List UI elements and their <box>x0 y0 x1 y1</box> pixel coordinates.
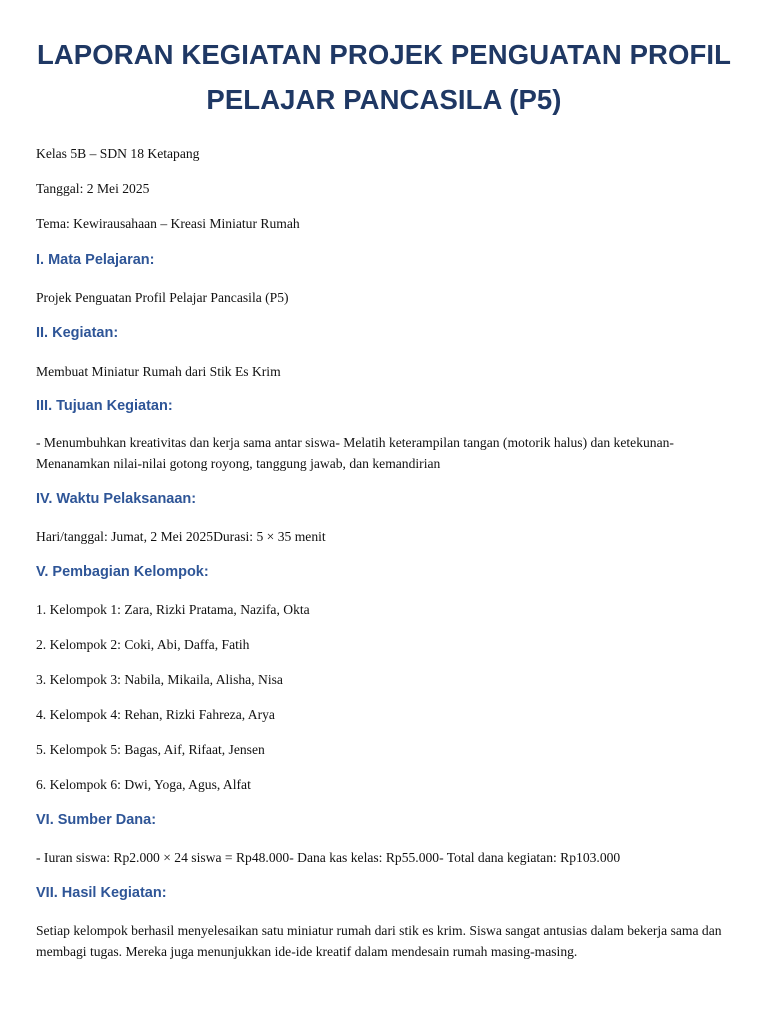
meta-tema: Tema: Kewirausahaan – Kreasi Miniatur Rumah <box>36 216 300 231</box>
text-mata-pelajaran: Projek Penguatan Profil Pelajar Pancasila (P5) <box>36 290 289 305</box>
list-item-kelompok-2: 2. Kelompok 2: Coki, Abi, Daffa, Fatih <box>36 637 250 652</box>
text-hasil: Setiap kelompok berhasil menyelesaikan satu miniatur rumah dari stik es krim. Siswa sangat antusias dalam bekerja sama dan membagi tugas. Mereka juga menunjukkan ide-ide kreatif dalam mendesain rumah masing-masing. <box>36 923 722 959</box>
text-kegiatan: Membuat Miniatur Rumah dari Stik Es Krim <box>36 364 281 379</box>
meta-tanggal: Tanggal: 2 Mei 2025 <box>36 181 150 196</box>
text-waktu: Hari/tanggal: Jumat, 2 Mei 2025Durasi: 5 × 35 menit <box>36 529 326 544</box>
heading-kegiatan: II. Kegiatan: <box>36 325 119 341</box>
heading-mata-pelajaran: I. Mata Pelajaran: <box>36 252 155 268</box>
text-sumber-dana: - Iuran siswa: Rp2.000 × 24 siswa = Rp48.000- Dana kas kelas: Rp55.000- Total dana kegiatan: Rp103.000 <box>36 850 621 865</box>
heading-waktu: IV. Waktu Pelaksanaan: <box>36 491 197 507</box>
text-tujuan: - Menumbuhkan kreativitas dan kerja sama antar siswa- Melatih keterampilan tangan (motorik halus) dan ketekunan- Menanamkan nilai-nilai gotong royong, tanggung jawab, dan kemandirian <box>36 435 674 471</box>
meta-kelas: Kelas 5B – SDN 18 Ketapang <box>36 146 200 161</box>
list-item-kelompok-3: 3. Kelompok 3: Nabila, Mikaila, Alisha, Nisa <box>36 672 283 687</box>
heading-hasil: VII. Hasil Kegiatan: <box>36 885 167 901</box>
heading-kelompok: V. Pembagian Kelompok: <box>36 564 209 580</box>
list-item-kelompok-4: 4. Kelompok 4: Rehan, Rizki Fahreza, Arya <box>36 707 275 722</box>
heading-tujuan: III. Tujuan Kegiatan: <box>36 398 173 414</box>
heading-sumber-dana: VI. Sumber Dana: <box>36 812 157 828</box>
list-item-kelompok-1: 1. Kelompok 1: Zara, Rizki Pratama, Nazifa, Okta <box>36 602 310 617</box>
list-item-kelompok-5: 5. Kelompok 5: Bagas, Aif, Rifaat, Jensen <box>36 742 265 757</box>
document-title: LAPORAN KEGIATAN PROJEK PENGUATAN PROFIL PELAJAR PANCASILA (P5) <box>36 39 732 115</box>
list-item-kelompok-6: 6. Kelompok 6: Dwi, Yoga, Agus, Alfat <box>36 777 251 792</box>
